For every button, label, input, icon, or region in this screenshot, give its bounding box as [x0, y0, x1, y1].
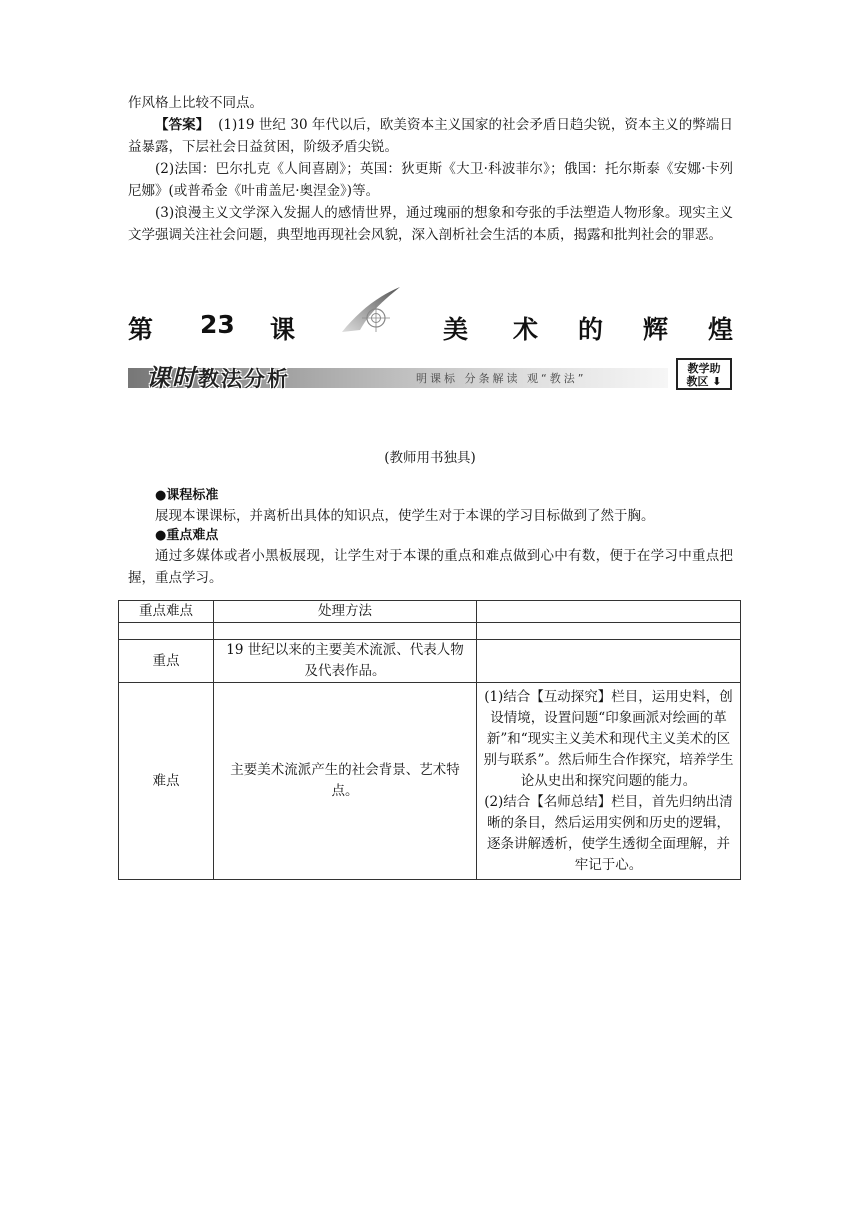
answer-label: 【答案】	[155, 117, 210, 133]
banner-title	[146, 358, 290, 393]
banner-slogan: 明课标 分条解读 观“教法”	[416, 372, 587, 385]
answer-paragraph-1	[128, 114, 733, 158]
lesson-title-char: 的	[578, 315, 604, 344]
table-row	[119, 623, 741, 640]
intro-first-line: 作风格上比较不同点。	[128, 95, 263, 111]
method-paragraph-1: (1)结合【互动探究】栏目，运用史料，创设情境，设置问题“印象画派对绘画的革新”和“现实主义美术和现代主义美术的区别与联系”。然后师生合作探究，培养学生论从史出和探究问题的能力。	[483, 688, 734, 789]
banner-title-rest: 教法分析	[198, 367, 290, 391]
table-row	[119, 683, 741, 880]
row-label: 重点	[119, 640, 214, 683]
table-header-row	[119, 601, 741, 623]
badge-line-2: 教区 ⬇	[686, 375, 722, 388]
answer-text-3: (3)浪漫主义文学深入发掘人的感情世界，通过瑰丽的想象和夸张的手法塑造人物形象。现实主义文学强调关注社会问题，典型地再现社会风貌，深入剖析社会生活的本质，揭露和批判社会的罪恶。	[128, 205, 733, 243]
table-cell	[214, 623, 477, 640]
table-cell	[477, 683, 741, 880]
answer-paragraph-2	[128, 158, 733, 202]
table-cell: 19 世纪以来的主要美术流派、代表人物及代表作品。	[214, 640, 477, 683]
row-label: 难点	[119, 683, 214, 880]
lesson-title-char: 美	[443, 315, 469, 344]
banner-title-char: 时	[172, 364, 198, 392]
lesson-number: 23	[200, 310, 235, 339]
lesson-title-char: 煌	[708, 315, 734, 344]
answer-text-2: (2)法国：巴尔扎克《人间喜剧》；英国：狄更斯《大卫·科波菲尔》；俄国：托尔斯泰《安娜·卡列尼娜》(或普希金《叶甫盖尼·奥涅金》)等。	[128, 161, 733, 199]
table-row	[119, 640, 741, 683]
table-header-cell: 重点难点	[119, 601, 214, 623]
table-cell	[119, 623, 214, 640]
banner-title-char: 课	[146, 364, 172, 392]
target-swoosh-icon	[340, 284, 404, 336]
key-difficulty-table	[118, 600, 741, 880]
table-cell: 主要美术流派产生的社会背景、艺术特点。	[214, 683, 477, 880]
table-cell	[477, 623, 741, 640]
badge-line-1: 教学助	[687, 362, 721, 375]
table-header-cell	[477, 601, 741, 623]
table-cell	[477, 640, 741, 683]
table-header-cell: 处理方法	[214, 601, 477, 623]
lesson-title-char: 第	[128, 315, 154, 344]
difficulty-heading: ●重点难点	[155, 528, 219, 543]
answer-text-1: (1)19 世纪 30 年代以后，欧美资本主义国家的社会矛盾日趋尖锐，资本主义的弊端日益暴露，下层社会日益贫困，阶级矛盾尖锐。	[128, 117, 734, 155]
method-paragraph-2: (2)结合【名师总结】栏目，首先归纳出清晰的条目，然后运用实例和历史的逻辑，逐条讲解透析，使学生透彻全面理解，并牢记于心。	[484, 793, 733, 873]
standard-text: 展现本课课标，并离析出具体的知识点，使学生对于本课的学习目标做到了然于胸。	[155, 508, 655, 524]
teacher-only-note: (教师用书独具)	[384, 450, 476, 466]
difficulty-text: 通过多媒体或者小黑板展现，让学生对于本课的重点和难点做到心中有数，便于在学习中重点把握，重点学习。	[128, 548, 733, 586]
standard-heading: ●课程标准	[155, 488, 219, 503]
answer-paragraph-3	[128, 202, 733, 246]
teaching-zone-badge	[676, 358, 732, 390]
intro-line	[128, 92, 733, 114]
lesson-title-char: 术	[513, 315, 539, 344]
section-banner	[128, 358, 732, 390]
lesson-title-char: 课	[270, 315, 296, 344]
lesson-title-char: 辉	[643, 315, 669, 344]
